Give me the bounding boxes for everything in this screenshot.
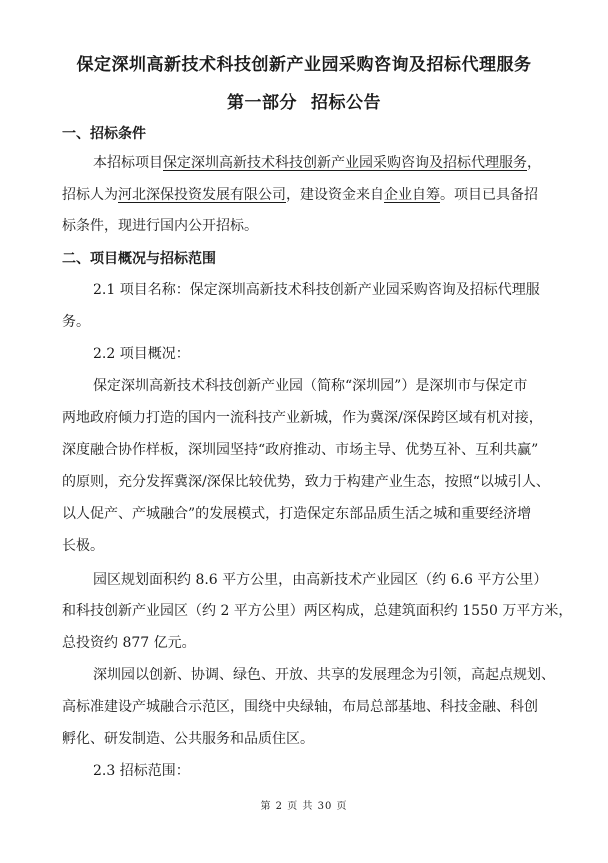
area-paragraph-line: 园区规划面积约 8.6 平方公里，由高新技术产业园区（约 6.6 平方公里）: [93, 572, 548, 588]
concept-paragraph-line: 高标准建设产城融合示范区，围绕中央绿轴，布局总部基地、科技金融、科创: [62, 699, 538, 715]
overview-paragraph-line: 长极。: [62, 538, 104, 554]
tenderer-name-underlined: 河北深保投资发展有限公司: [118, 187, 286, 203]
document-title: 保定深圳高新技术科技创新产业园采购咨询及招标代理服务: [76, 55, 532, 75]
part-number: 第一部分: [227, 93, 297, 113]
overview-paragraph-line: 两地政府倾力打造的国内一流科技产业新城，作为冀深/深保跨区域有机对接，: [62, 410, 543, 426]
project-name-underlined: 保定深圳高新技术科技创新产业园采购咨询及招标代理服务: [163, 155, 527, 171]
paragraph-line: 标条件，现进行国内公开招标。: [62, 218, 258, 234]
concept-paragraph-line: 孵化、研发制造、公共服务和品质住区。: [62, 731, 314, 747]
paragraph-line: 招标人为河北深保投资发展有限公司，建设资金来自企业自筹。项目已具备招: [62, 187, 538, 203]
fund-source-underlined: 企业自筹: [384, 187, 440, 203]
paragraph-line: 本招标项目保定深圳高新技术科技创新产业园采购咨询及招标代理服务，: [93, 155, 541, 171]
project-overview-label: 2.2 项目概况：: [93, 346, 190, 362]
overview-paragraph-line: 以人促产、产城融合”的发展模式，打造保定东部品质生活之城和重要经济增: [62, 506, 532, 522]
page-number-footer: 第 2 页 共 30 页: [260, 801, 348, 812]
part-name: 招标公告: [311, 93, 381, 113]
overview-paragraph-line: 深度融合协作样板，深圳园坚持“政府推动、市场主导、优势互补、互利共赢”: [62, 442, 539, 458]
project-name-line: 务。: [62, 314, 90, 330]
overview-paragraph-line: 保定深圳高新技术科技创新产业园（简称“深圳园”）是深圳市与保定市: [93, 378, 528, 394]
part-title: [0, 88, 608, 113]
area-paragraph-line: 总投资约 877 亿元。: [62, 635, 196, 651]
section-heading-project-overview: 二、项目概况与招标范围: [62, 251, 216, 267]
overview-paragraph-line: 的原则，充分发挥冀深/深保比较优势，致力于构建产业生态，按照“以城引人、: [62, 474, 550, 490]
section-heading-tender-conditions: 一、招标条件: [62, 126, 146, 142]
concept-paragraph-line: 深圳园以创新、协调、绿色、开放、共享的发展理念为引领，高起点规划、: [93, 667, 555, 683]
project-name-line: 2.1 项目名称：保定深圳高新技术科技创新产业园采购咨询及招标代理服: [93, 282, 540, 298]
area-paragraph-line: 和科技创新产业园区（约 2 平方公里）两区构成，总建筑面积约 1550 万平方米，: [62, 603, 573, 619]
tender-scope-label: 2.3 招标范围：: [93, 763, 190, 779]
